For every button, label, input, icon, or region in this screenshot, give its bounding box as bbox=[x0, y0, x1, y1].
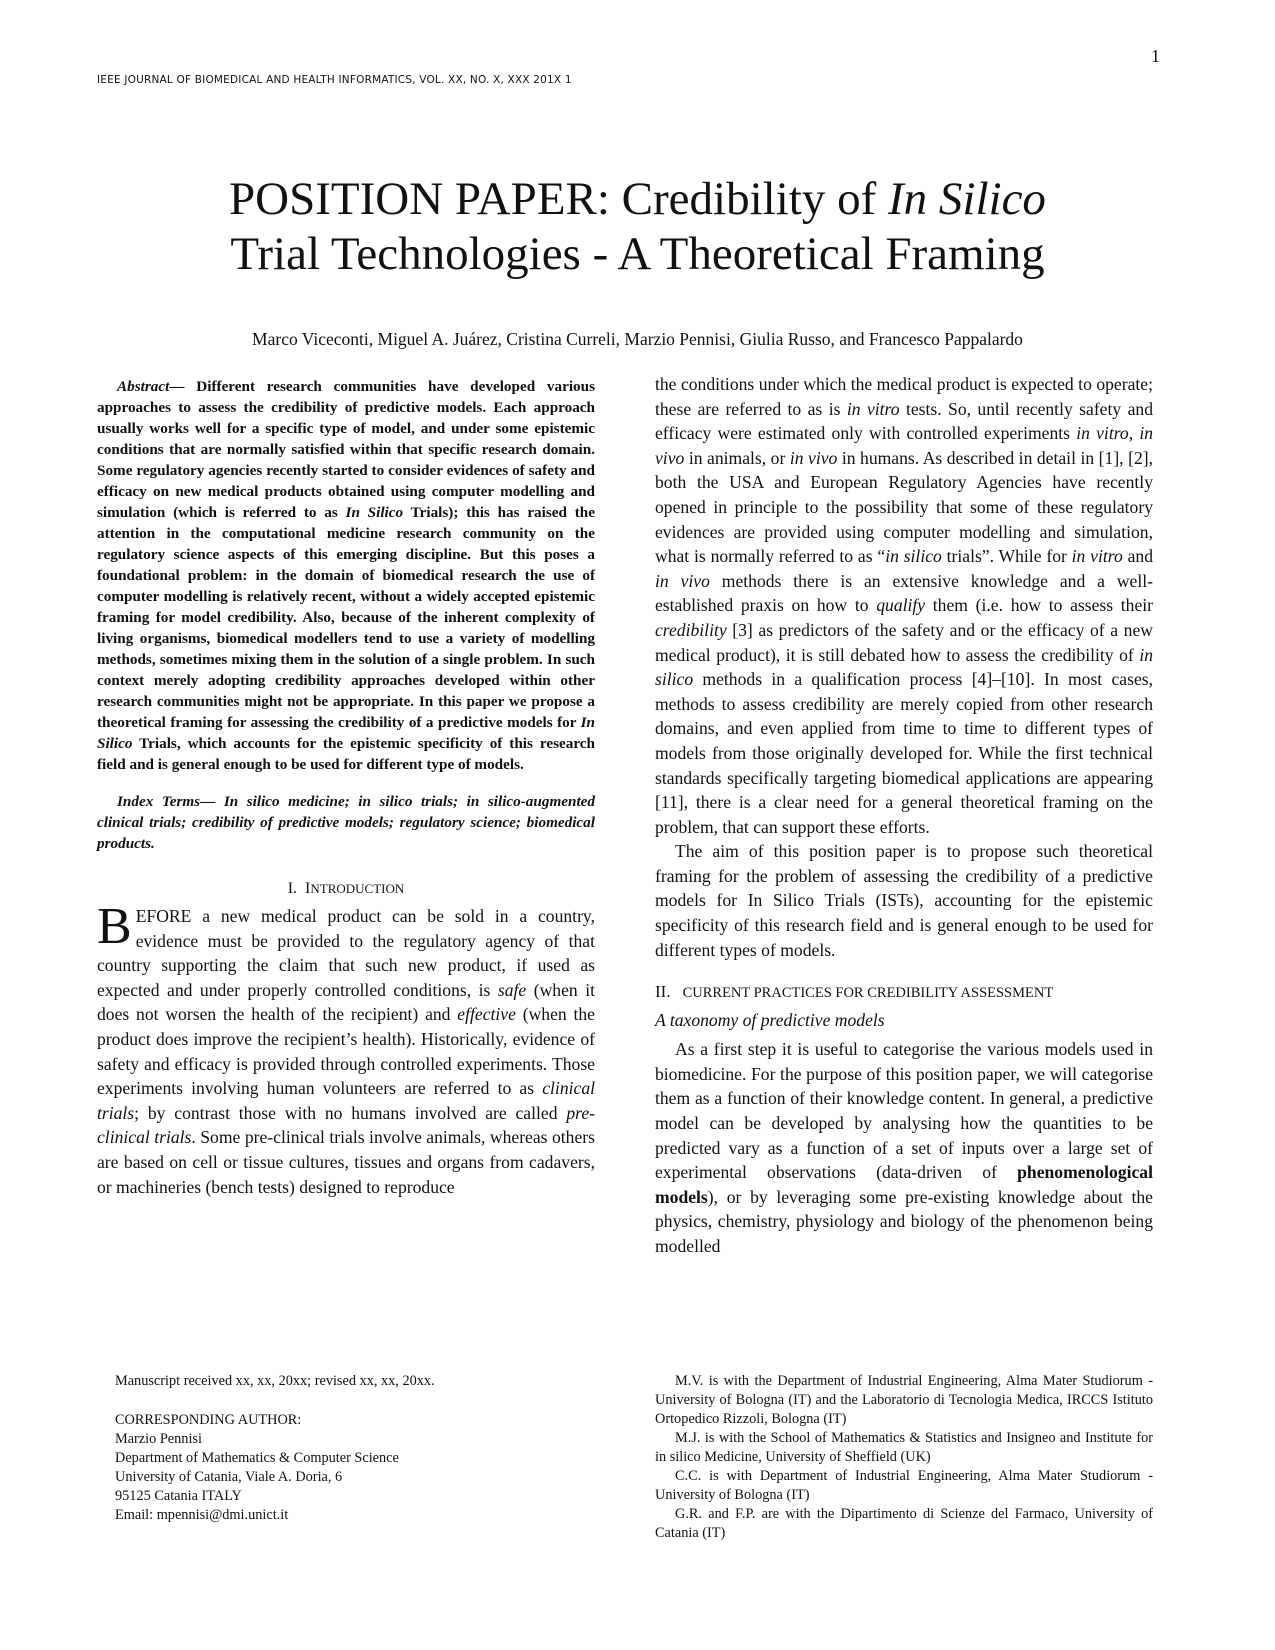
intro-text-5: . Some pre-clinical trials involve animals, whereas others are based on cell or tissue cultures, tissues and organs from cadavers, or machineries (bench tests) designed to reproduce bbox=[97, 1127, 595, 1197]
p3-text-2: ), or by leveraging some pre-existing knowledge about the physics, chemistry, physiology and biology of the phenomenon being modelled bbox=[655, 1186, 1153, 1256]
p1-italic-3: in vivo bbox=[655, 423, 1153, 468]
intro-text-4: ; by contrast those with no humans involved are called bbox=[134, 1102, 567, 1123]
corresponding-author-dept: Department of Mathematics & Computer Science bbox=[115, 1450, 399, 1466]
intro-italic-1: safe bbox=[497, 979, 527, 1000]
intro-italic-3: clinical trials bbox=[97, 1078, 595, 1123]
affiliation-mv: M.V. is with the Department of Industrial Engineering, Alma Mater Studiorum - University of Bologna (IT) and the Laboratorio di Tecnologia Medica, IRCCS Istituto Ortopedico Rizzoli, Bologna (IT) bbox=[655, 1373, 1153, 1427]
p1-italic-7: in vivo bbox=[655, 570, 710, 591]
section2-title: CURRENT PRACTICES FOR CREDIBILITY ASSESSMENT bbox=[682, 985, 1054, 1002]
running-header: IEEE JOURNAL OF BIOMEDICAL AND HEALTH INFORMATICS, VOL. XX, NO. X, XXX 201X 1 bbox=[97, 74, 572, 86]
p1-text-5: in humans. As described in detail in [1], [2], both the USA and European Regulatory Agencies have recently opened in principle to the possibility that some of these regulatory evidences are provided using computer modelling and simulation, what is normally referred to as “ bbox=[655, 447, 1154, 567]
p1-text-7: and bbox=[1122, 546, 1153, 567]
p1-italic-9: credibility bbox=[655, 619, 727, 640]
p1-italic-1: in vitro bbox=[846, 398, 900, 419]
p1-text-6: trials”. While for bbox=[941, 546, 1072, 567]
drop-cap: B bbox=[97, 898, 132, 955]
affiliation-mj: M.J. is with the School of Mathematics & Statistics and Insigneo and Institute for in silico Medicine, University of Sheffield (UK) bbox=[655, 1430, 1153, 1465]
p1-italic-2: in vitro bbox=[1076, 423, 1129, 444]
index-terms-lead: Index Terms— bbox=[117, 793, 216, 810]
abstract-text-2: Trials); this has raised the attention in the computational medicine research community on the regulatory science aspects of this emerging discipline. But this poses a foundational problem: in the domain of biomedical research the use of computer modelling is relatively recent, without a widely accepted epistemic framing for model credibility. Also, because of the inherent complexity of living organisms, biomedical modellers tend to use a variety of modelling methods, sometimes mixing them in the solution of a single problem. In such context merely adopting credibility approaches developed within other research communities might not be appropriate. In this paper we propose a theoretical framing for assessing the credibility of a predictive models for bbox=[97, 504, 595, 731]
abstract-text-3: Trials, which accounts for the epistemic specificity of this research field and is general enough to be used for different type of models. bbox=[97, 735, 595, 773]
intro-italic-2: effective bbox=[457, 1004, 516, 1025]
section-heading-current-practices bbox=[655, 982, 1153, 1002]
p1-text-1: the conditions under which the medical product is expected to operate; these are referred to as is bbox=[655, 374, 1153, 419]
manuscript-received: Manuscript received xx, xx, 20xx; revised xx, xx, 20xx. bbox=[115, 1373, 435, 1389]
p1-italic-10: in silico bbox=[655, 644, 1153, 690]
corresponding-author-email: Email: mpennisi@dmi.unict.it bbox=[115, 1507, 289, 1523]
footnotes-left bbox=[115, 1372, 595, 1525]
p1-text-8: methods there is an extensive knowledge and a well-established praxis on how to bbox=[655, 570, 1153, 616]
p3-text-1: As a first step it is useful to categorise the various models used in biomedicine. For the purpose of this position paper, we will categorise them as a function of their knowledge content. In general, a predictive model can be developed by analysing how the quantities to be predicted vary as a function of a set of inputs over a large set of experimental observations (data-driven of bbox=[655, 1039, 1153, 1183]
p1-text-3: , bbox=[1128, 423, 1140, 444]
p1-italic-4: in vivo bbox=[789, 447, 838, 468]
index-terms-text: In silico medicine; in silico trials; in silico-augmented clinical trials; credibility of predictive models; regulatory science; biomedical products. bbox=[97, 793, 595, 852]
corresponding-author-name: Marzio Pennisi bbox=[115, 1431, 202, 1447]
page-number: 1 bbox=[1151, 46, 1160, 66]
footnotes-right bbox=[655, 1372, 1153, 1543]
intro-text-1: EFORE a new medical product can be sold in a country, evidence must be provided to the regulatory agency of that country supporting the claim that such new product, if used as expected and under properly controlled conditions, is bbox=[97, 906, 595, 1000]
p1-text-11: methods in a qualification process [4]–[10]. In most cases, methods to assess credibility are merely copied from other research domains, and even applied from time to time to different types of models from those originally developed for. While the first technical standards specifically targeting biomedical applications are appearing [11], there is a clear need for a general theoretical framing on the problem, that can support these efforts. bbox=[655, 669, 1153, 837]
title-line1: POSITION PAPER: Credibility of bbox=[229, 173, 888, 225]
abstract-lead: Abstract— bbox=[117, 378, 185, 395]
section2-number: II. bbox=[655, 982, 671, 1002]
author-list: Marco Viceconti, Miguel A. Juárez, Cristina Curreli, Marzio Pennisi, Giulia Russo, and Francesco Pappalardo bbox=[252, 329, 1023, 349]
abstract-italic-2: In Silico bbox=[97, 714, 595, 752]
affiliation-gr-fp: G.R. and F.P. are with the Dipartimento di Scienze del Farmaco, University of Catania (IT) bbox=[655, 1506, 1153, 1541]
subsection-heading-taxonomy: A taxonomy of predictive models bbox=[655, 1010, 885, 1031]
p1-text-9: them (i.e. how to assess their bbox=[925, 595, 1154, 616]
intro-paragraph bbox=[97, 898, 595, 1199]
section-number: I. bbox=[287, 880, 298, 897]
paper-title bbox=[40, 172, 1235, 282]
intro-text-3: (when the product does improve the recipient’s health). Historically, evidence of safety and efficacy is provided through controlled experiments. Those experiments involving human volunteers are referred to as bbox=[97, 1004, 595, 1099]
abstract bbox=[97, 376, 595, 775]
p1-italic-8: qualify bbox=[876, 595, 926, 616]
section-heading-introduction bbox=[97, 880, 595, 898]
right-column bbox=[655, 372, 1153, 1259]
p3-bold-1: phenomenological models bbox=[655, 1162, 1153, 1207]
intro-italic-4: pre-clinical trials bbox=[97, 1102, 595, 1148]
affiliation-cc: C.C. is with Department of Industrial Engineering, Alma Mater Studiorum - University of Bologna (IT) bbox=[655, 1468, 1153, 1503]
corresponding-author-city: 95125 Catania ITALY bbox=[115, 1488, 242, 1504]
p1-text-10: [3] as predictors of the safety and or the efficacy of a new medical product), it is still debated how to assess the credibility of bbox=[655, 619, 1153, 665]
p1-text-4: in animals, or bbox=[684, 447, 790, 468]
section-title-first: I bbox=[305, 880, 311, 897]
index-terms bbox=[97, 791, 595, 854]
p1-italic-6: in vitro bbox=[1071, 546, 1123, 567]
intro-text-2: (when it does not worsen the health of the recipient) and bbox=[97, 979, 595, 1025]
corresponding-author-univ: University of Catania, Viale A. Doria, 6 bbox=[115, 1469, 343, 1485]
title-line2: Trial Technologies - A Theoretical Framing bbox=[230, 228, 1045, 280]
body-paragraph-3 bbox=[655, 1037, 1153, 1258]
left-column bbox=[97, 376, 595, 1199]
title-italic: In Silico bbox=[888, 173, 1046, 225]
abstract-text-1: Different research communities have developed various approaches to assess the credibility of predictive models. Each approach usually works well for a specific type of model, and under some epistemic conditions that are normally satisfied within that specific research domain. Some regulatory agencies recently started to consider evidences of safety and efficacy on new medical products obtained using computer modelling and simulation (which is referred to as bbox=[97, 378, 595, 521]
corresponding-author-label: CORRESPONDING AUTHOR: bbox=[115, 1412, 302, 1428]
section-title-rest: NTRODUCTION bbox=[310, 881, 405, 896]
abstract-italic-1: In Silico bbox=[345, 504, 404, 521]
p1-text-2: tests. So, until recently safety and efficacy were estimated only with controlled experiments bbox=[655, 398, 1153, 444]
body-paragraph-1 bbox=[655, 372, 1153, 839]
body-paragraph-2: The aim of this position paper is to propose such theoretical framing for the problem of assessing the credibility of a predictive models for In Silico Trials (ISTs), accounting for the epistemic specificity of this research field and is general enough to be used for different types of models. bbox=[655, 841, 1153, 960]
p1-italic-5: in silico bbox=[885, 546, 942, 567]
